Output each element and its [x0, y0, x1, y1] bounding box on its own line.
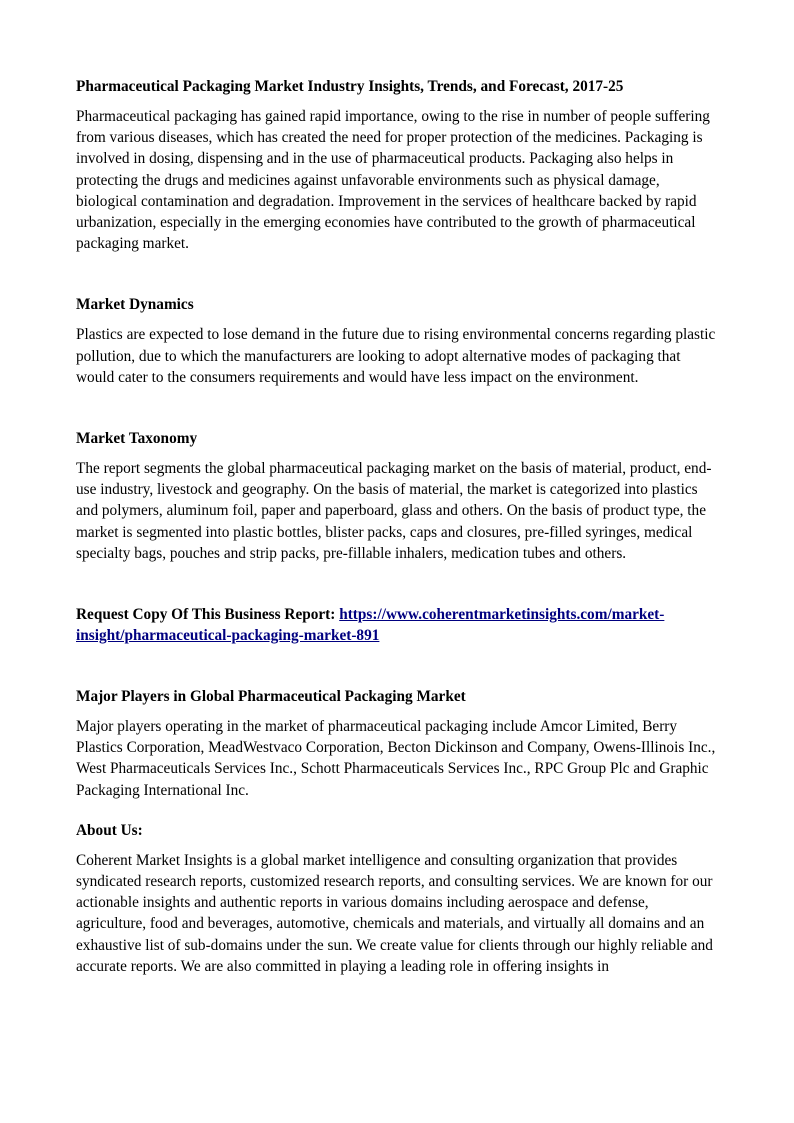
market-taxonomy-paragraph: The report segments the global pharmaceutical packaging market on the basis of material, product, end-use industry, livestock and geography. On the basis of material, the market is categorized into plastics and polymers, aluminum foil, paper and paperboard, glass and others. On the basis of product type, the market is segmented into plastic bottles, blister packs, caps and closures, pre-filled syringes, medical specialty bags, pouches and strip packs, pre-fillable inhalers, medication tubes and others.	[76, 460, 712, 562]
document-title: Pharmaceutical Packaging Market Industry Insights, Trends, and Forecast, 2017-25	[76, 78, 624, 95]
request-copy-line	[76, 604, 722, 646]
intro-paragraph: Pharmaceutical packaging has gained rapid importance, owing to the rise in number of people suffering from various diseases, which has created the need for proper protection of the medicines. Packaging is involved in dosing, dispensing and in the use of pharmaceutical products. Packaging also helps in protecting the drugs and medicines against unfavorable environments such as physical damage, biological contamination and degradation. Improvement in the services of healthcare backed by rapid urbanization, especially in the emerging economies have contributed to the growth of pharmaceutical packaging market.	[76, 108, 710, 253]
report-link[interactable]: https://www.coherentmarketinsights.com/market-insight/pharmaceutical-packaging-market-891	[76, 606, 665, 645]
document-page	[76, 76, 722, 977]
major-players-heading: Major Players in Global Pharmaceutical Packaging Market	[76, 688, 466, 706]
about-us-paragraph: Coherent Market Insights is a global market intelligence and consulting organization that provides syndicated research reports, customized research reports, and consulting services. We are known for our actionable insights and authentic reports in various domains including aerospace and defense, agriculture, food and beverages, automotive, chemicals and materials, and virtually all domains and an exhaustive list of sub-domains under the sun. We create value for clients through our highly reliable and accurate reports. We are also committed in playing a leading role in offering insights in	[76, 851, 713, 975]
about-us-heading: About Us:	[76, 821, 143, 839]
market-dynamics-paragraph: Plastics are expected to lose demand in the future due to rising environmental concerns regarding plastic pollution, due to which the manufacturers are looking to adopt alternative modes of packaging that would cater to the consumers requirements and would have less impact on the environment.	[76, 326, 716, 386]
request-copy-label: Request Copy Of This Business Report:	[76, 606, 340, 624]
major-players-paragraph: Major players operating in the market of pharmaceutical packaging include Amcor Limited, Berry Plastics Corporation, MeadWestvaco Corporation, Becton Dickinson and Company, Owens-Illinois Inc., West Pharmaceuticals Services Inc., Schott Pharmaceuticals Services Inc., RPC Group Plc and Graphic Packaging International Inc.	[76, 718, 716, 799]
market-dynamics-heading: Market Dynamics	[76, 296, 194, 314]
market-taxonomy-heading: Market Taxonomy	[76, 430, 198, 448]
